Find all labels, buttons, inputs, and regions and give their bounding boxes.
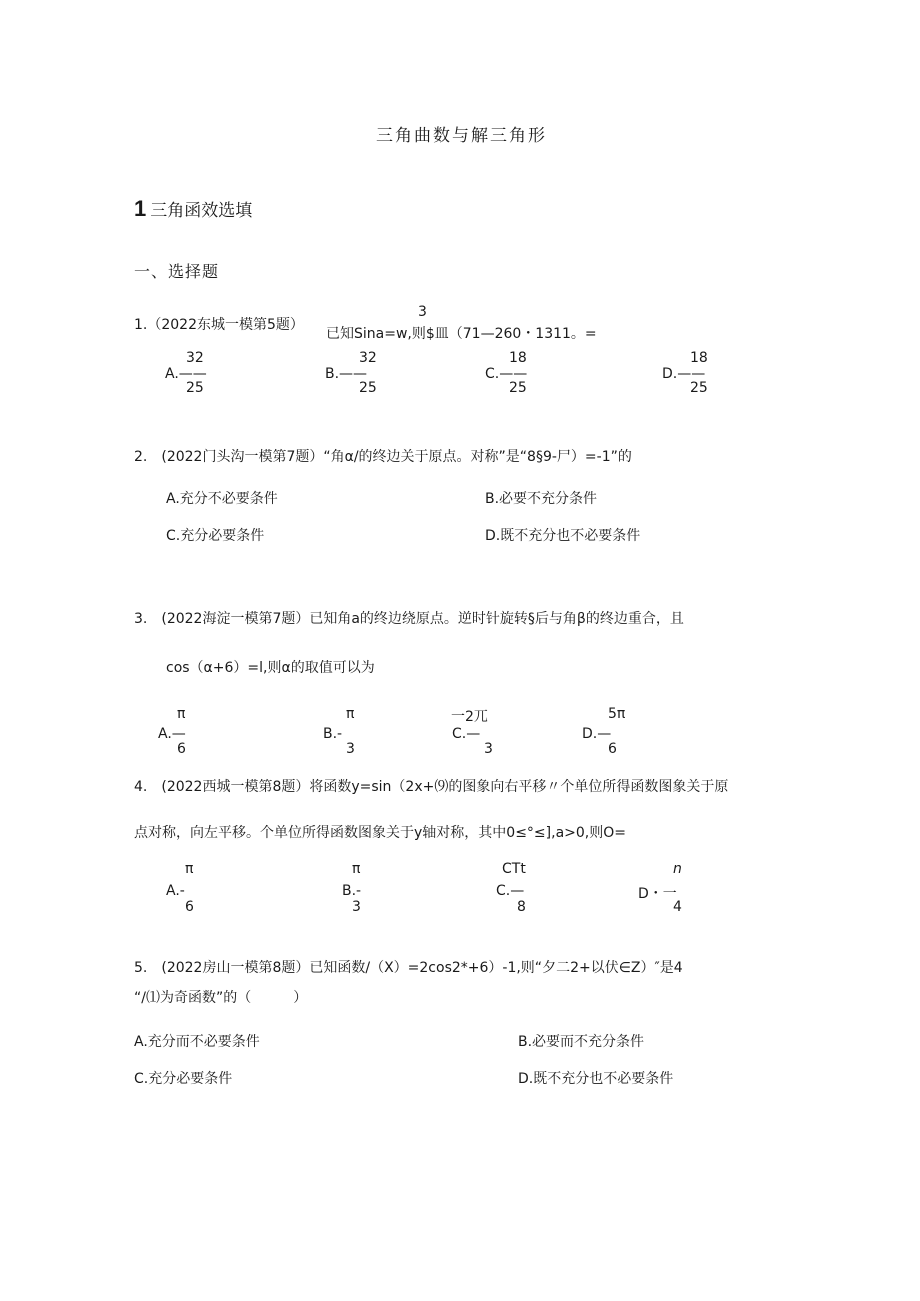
- q4-option-d: D・一: [638, 886, 677, 902]
- q3-stem-line-1: 3. (2022海淀一模第7题）已知角a的终边绕原点。逆时针旋转§后与角β的终边重合，且: [134, 611, 684, 627]
- q4-stem-line-1: 4. (2022西城一模第8题）将函数y=sin（2x+⑼的图象向右平移〃个单位所得函数图象关于原: [134, 779, 729, 795]
- q4-option-b-denominator: 3: [352, 899, 361, 915]
- q3-option-b: B.-: [323, 726, 343, 742]
- q2-option-d: D.既不充分也不必要条件: [485, 528, 641, 544]
- q4-option-a-numerator: π: [185, 861, 194, 877]
- q1-option-a-numerator: 32: [186, 350, 204, 366]
- q2-option-a: A.充分不必要条件: [166, 491, 278, 507]
- q4-option-c-denominator: 8: [517, 899, 526, 915]
- q4-option-d-denominator: 4: [673, 899, 682, 915]
- q2-stem: 2. (2022门头沟一模第7题）“角α/的终边关于原点。对称”是“8§9-尸）=-1”的: [134, 449, 632, 465]
- q3-option-d-denominator: 6: [608, 741, 617, 757]
- q1-option-a-denominator: 25: [186, 380, 204, 396]
- q3-option-d: D.—: [582, 726, 612, 742]
- q3-option-b-numerator: π: [346, 706, 355, 722]
- q5-stem-line-1: 5. (2022房山一模第8题）已知函数/（X）=2cos2*+6）-1,则“夕二2+以伏∈Z）″是4: [134, 960, 683, 976]
- q1-option-c: C.——: [485, 366, 528, 382]
- q5-option-c: C.充分必要条件: [134, 1071, 233, 1087]
- q1-option-d-denominator: 25: [690, 380, 708, 396]
- section-heading: [134, 196, 252, 222]
- page-title: 三角曲数与解三角形: [376, 126, 547, 146]
- q2-option-c: C.充分必要条件: [166, 528, 265, 544]
- q1-stem-source: 1.（2022东城一模第5题）: [134, 317, 304, 333]
- section-label: 三角函效选填: [150, 201, 253, 221]
- q5-option-a: A.充分而不必要条件: [134, 1034, 260, 1050]
- q4-option-d-numerator: n: [673, 861, 682, 877]
- q4-option-a-denominator: 6: [185, 899, 194, 915]
- q3-option-a-denominator: 6: [177, 741, 186, 757]
- q3-option-d-numerator: 5π: [608, 706, 626, 722]
- q4-option-b: B.-: [342, 883, 362, 899]
- q1-option-c-denominator: 25: [509, 380, 527, 396]
- q2-option-b: B.必要不充分条件: [485, 491, 598, 507]
- q1-option-b: B.——: [325, 366, 368, 382]
- q4-option-a: A.-: [166, 883, 185, 899]
- q1-option-b-numerator: 32: [359, 350, 377, 366]
- q1-option-c-numerator: 18: [509, 350, 527, 366]
- q5-stem-line-2: “/⑴为奇函数”的（ ）: [134, 990, 308, 1006]
- q3-option-c: C.—: [452, 726, 481, 742]
- q3-option-a-numerator: π: [177, 706, 186, 722]
- q1-option-a: A.——: [165, 366, 207, 382]
- q1-option-d-numerator: 18: [690, 350, 708, 366]
- q1-stem: 已知Sina=w,则$皿（71—260・1311。=: [326, 326, 597, 342]
- section-number: 1: [134, 196, 147, 221]
- q4-stem-line-2: 点对称，向左平移。个单位所得函数图象关于y轴对称，其中0≤°≤],a>0,则O=: [134, 825, 626, 841]
- q5-option-b: B.必要而不充分条件: [518, 1034, 645, 1050]
- q1-superscript: 3: [418, 304, 427, 320]
- q4-option-b-numerator: π: [352, 861, 361, 877]
- q5-option-d: D.既不充分也不必要条件: [518, 1071, 674, 1087]
- q4-option-c: C.—: [496, 883, 525, 899]
- subsection-heading: 一、选择题: [134, 262, 220, 281]
- q3-stem-line-2: cos（α+6）=l,则α的取值可以为: [166, 660, 375, 676]
- q1-option-b-denominator: 25: [359, 380, 377, 396]
- q3-option-b-denominator: 3: [346, 741, 355, 757]
- q3-option-c-numerator: 一2兀: [451, 709, 488, 725]
- q3-option-a: A.—: [158, 726, 186, 742]
- q3-option-c-denominator: 3: [484, 741, 493, 757]
- q4-option-c-numerator: CTt: [502, 861, 526, 877]
- q1-option-d: D.——: [662, 366, 706, 382]
